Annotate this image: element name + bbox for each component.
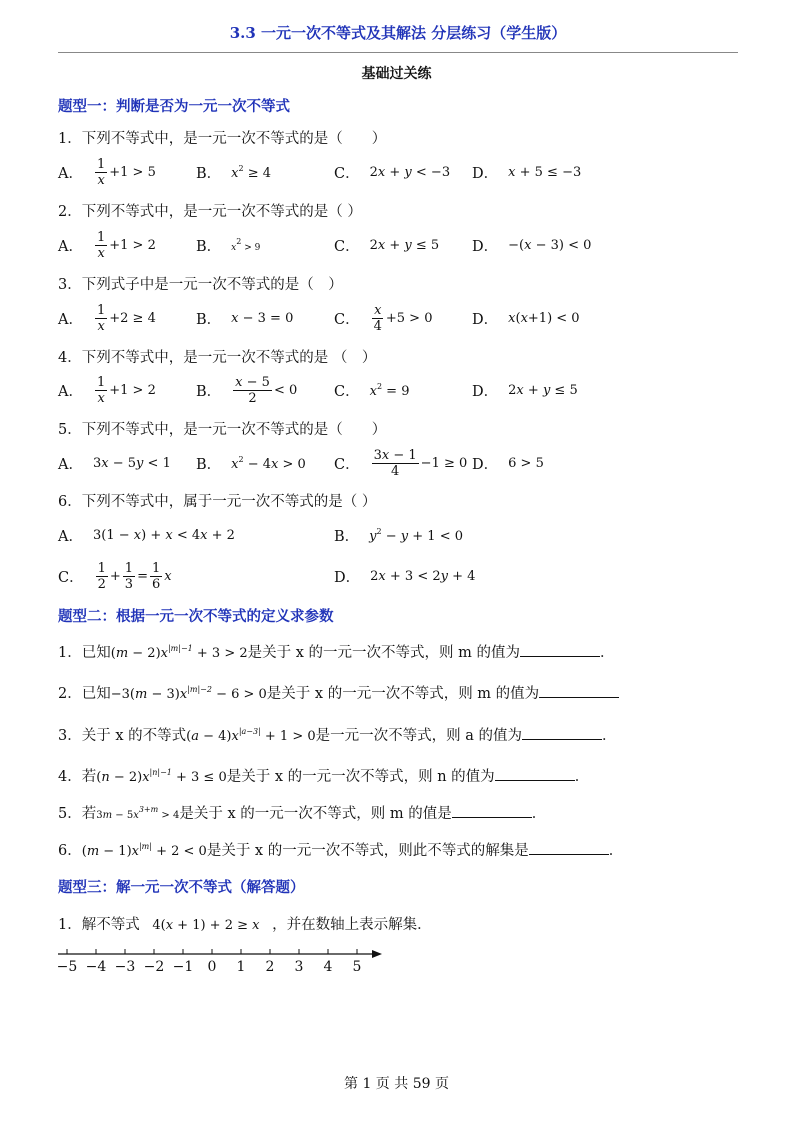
math-expression: $x^2 > 9$ xyxy=(231,237,261,253)
option-b: B． $y^2 - y + 1 < 0$ xyxy=(334,526,463,545)
option-d: D． 6 > 5 xyxy=(472,455,544,473)
number-line-tick-label: 4 xyxy=(323,959,333,974)
options-1-5 xyxy=(58,445,748,481)
question-3-1: 1．解不等式 4(x + 1) + 2 ≥ x ，并在数轴上表示解集． xyxy=(58,917,432,933)
math-expression: −(x − 3) < 0 xyxy=(508,237,592,253)
answer-blank[interactable] xyxy=(539,685,619,698)
number-line-tick-label: −3 xyxy=(114,959,136,974)
options-1-6-cd xyxy=(58,558,748,594)
option-d: D． x(x+1) < 0 xyxy=(472,310,580,328)
arrow-right-icon xyxy=(372,950,382,958)
option-a: A． $\frac{1}{x}$ +2 ≥ 4 xyxy=(58,302,156,334)
option-c: C． 2x + y ≤ 5 xyxy=(334,237,440,255)
math-expression: $x^2 - 4x > 0$ xyxy=(231,454,306,472)
math-expression: 3(1 − x) + x < 4x + 2 xyxy=(92,527,235,543)
math-expression: x(x+1) < 0 xyxy=(508,310,580,326)
number-line-tick-label: −4 xyxy=(85,959,107,974)
option-b: B． $x^2 > 9$ xyxy=(196,237,261,255)
number-line-tick-label: 5 xyxy=(352,959,362,974)
answer-blank[interactable] xyxy=(452,805,532,818)
option-b: B． x − 3 = 0 xyxy=(196,310,294,328)
math-expression: x + 5 ≤ −3 xyxy=(508,164,582,180)
math-expression: $(m - 2)x^{|m|-1} + 3 > 2$ xyxy=(110,644,248,661)
options-1-2 xyxy=(58,227,748,263)
number-line-tick-label: −1 xyxy=(172,959,194,974)
question-1-1: 1．下列不等式中，是一元一次不等式的是（ ） xyxy=(58,131,387,147)
math-expression: $\frac{1}{2}$ + $\frac{1}{3}$ = $\frac{1}{6}$ x xyxy=(97,560,172,592)
question-1-2: 2．下列不等式中，是一元一次不等式的是（ ） xyxy=(58,204,362,220)
number-line-tick-label: 2 xyxy=(265,959,275,974)
section-heading-1: 题型一：判断是否为一元一次不等式 xyxy=(58,98,290,115)
option-d: D． 2x + y ≤ 5 xyxy=(472,382,578,400)
option-b: B． $\frac{x - 5}{2}$ < 0 xyxy=(196,374,298,406)
section-heading-3: 题型三：解一元一次不等式（解答题） xyxy=(58,879,305,896)
question-1-3: 3．下列式子中是一元一次不等式的是（ ） xyxy=(58,277,343,293)
answer-blank[interactable] xyxy=(520,644,600,657)
math-expression: $(n - 2)x^{|n|-1} + 3 \le 0$ xyxy=(96,768,227,785)
option-a: A． $\frac{1}{x}$ +1 > 2 xyxy=(58,229,156,261)
options-1-6-ab xyxy=(58,517,748,553)
option-c: C． $\frac{1}{2}$ + $\frac{1}{3}$ = $\frac{1}{6}$ x xyxy=(58,560,172,592)
question-2-3: 3．关于 x 的不等式$(a - 4)x^{|a-3|} + 1 > 0$是一元一次不等式，则 a 的值为 ． xyxy=(58,727,617,744)
question-1-5: 5．下列不等式中，是一元一次不等式的是（ ） xyxy=(58,422,387,438)
option-c: C． $x^2 = 9$ xyxy=(334,381,410,400)
answer-blank[interactable] xyxy=(522,727,602,740)
math-expression: x − 3 = 0 xyxy=(231,310,294,326)
document-title: 3.3 一元一次不等式及其解法 分层练习（学生版） xyxy=(229,24,567,42)
option-a: A． $\frac{1}{x}$ +1 > 5 xyxy=(58,156,156,188)
option-a: A． 3(1 − x) + x < 4x + 2 xyxy=(58,527,235,545)
math-expression: 2x + y ≤ 5 xyxy=(369,237,440,253)
math-expression: $\frac{1}{x}$ +2 ≥ 4 xyxy=(96,302,156,334)
number-line-tick-label: 0 xyxy=(207,959,217,974)
math-expression: $x^2 \ge 4$ xyxy=(231,163,272,181)
math-expression: $x^2 = 9$ xyxy=(369,381,410,399)
question-2-5: 5．若$3m - 5x^{3+m} > 4$是关于 x 的一元一次不等式，则 m 的值是 ． xyxy=(58,805,547,822)
answer-blank[interactable] xyxy=(495,768,575,781)
math-expression: $-3(m - 3)x^{|m|-2} - 6 > 0$ xyxy=(110,685,267,702)
math-expression: $3m - 5x^{3+m} > 4$ xyxy=(96,805,180,821)
math-expression: $y^2 - y + 1 < 0$ xyxy=(369,526,463,544)
question-2-4: 4．若$(n - 2)x^{|n|-1} + 3 \le 0$是关于 x 的一元一次不等式，则 n 的值为 ． xyxy=(58,768,590,785)
option-c: C． $\frac{3x - 1}{4}$ −1 ≥ 0 xyxy=(334,447,468,479)
math-expression: $\frac{1}{x}$ +1 > 2 xyxy=(96,229,156,261)
math-expression: $(a - 4)x^{|a-3|} + 1 > 0$ xyxy=(186,727,316,744)
answer-blank[interactable] xyxy=(529,842,609,855)
section-heading-2: 题型二：根据一元一次不等式的定义求参数 xyxy=(58,608,334,625)
options-1-3 xyxy=(58,300,748,336)
math-expression: $\frac{3x - 1}{4}$ −1 ≥ 0 xyxy=(373,447,468,479)
math-expression: 4(x + 1) + 2 ≥ x xyxy=(152,918,260,933)
option-c: C． $\frac{x}{4}$ +5 > 0 xyxy=(334,302,433,334)
question-2-2: 2．已知$-3(m - 3)x^{|m|-2} - 6 > 0$是关于 x 的一元一次不等式，则 m 的值为 xyxy=(58,682,619,703)
option-d: D． −(x − 3) < 0 xyxy=(472,237,592,255)
math-expression: 6 > 5 xyxy=(508,455,544,471)
number-line-tick-label: −5 xyxy=(56,959,78,974)
math-expression: $\frac{x - 5}{2}$ < 0 xyxy=(235,374,298,406)
number-line xyxy=(56,944,386,974)
number-line-tick-label: 1 xyxy=(236,959,246,974)
page-footer: 第 1 页 共 59 页 xyxy=(344,1076,449,1092)
option-d: D． 2x + 3 < 2y + 4 xyxy=(334,568,476,586)
option-a: A． $\frac{1}{x}$ +1 > 2 xyxy=(58,374,156,406)
page-header xyxy=(58,18,738,53)
options-1-4 xyxy=(58,372,748,408)
number-line-tick-label: −2 xyxy=(143,959,165,974)
question-2-1: 1．已知$(m - 2)x^{|m|-1} + 3 > 2$是关于 x 的一元一次不等式，则 m 的值为 ． xyxy=(58,644,615,661)
option-b: B． $x^2 \ge 4$ xyxy=(196,163,272,182)
math-expression: 3x − 5y < 1 xyxy=(92,455,171,471)
section-subtitle: 基础过关练 xyxy=(361,66,432,82)
question-1-6: 6．下列不等式中，属于一元一次不等式的是（ ） xyxy=(58,494,377,510)
option-a: A． 3x − 5y < 1 xyxy=(58,455,171,473)
math-expression: $\frac{1}{x}$ +1 > 5 xyxy=(96,156,156,188)
question-2-6: 6．$(m - 1)x^{|m|} + 2 < 0$是关于 x 的一元一次不等式，则此不等式的解集是 ． xyxy=(58,842,624,859)
math-expression: $\frac{x}{4}$ +5 > 0 xyxy=(373,302,433,334)
math-expression: $\frac{1}{x}$ +1 > 2 xyxy=(96,374,156,406)
math-expression: $(m - 1)x^{|m|} + 2 < 0$ xyxy=(81,842,207,859)
math-expression: 2x + 3 < 2y + 4 xyxy=(370,568,476,584)
option-d: D． x + 5 ≤ −3 xyxy=(472,164,582,182)
math-expression: 2x + y ≤ 5 xyxy=(508,382,578,398)
option-b: B． $x^2 - 4x > 0$ xyxy=(196,454,306,473)
options-1-1 xyxy=(58,154,748,190)
option-c: C． 2x + y < −3 xyxy=(334,164,451,182)
math-expression: 2x + y < −3 xyxy=(369,164,451,180)
number-line-ticks xyxy=(57,949,362,974)
number-line-tick-label: 3 xyxy=(294,959,304,974)
question-1-4: 4．下列不等式中，是一元一次不等式的是 （ ） xyxy=(58,350,377,366)
